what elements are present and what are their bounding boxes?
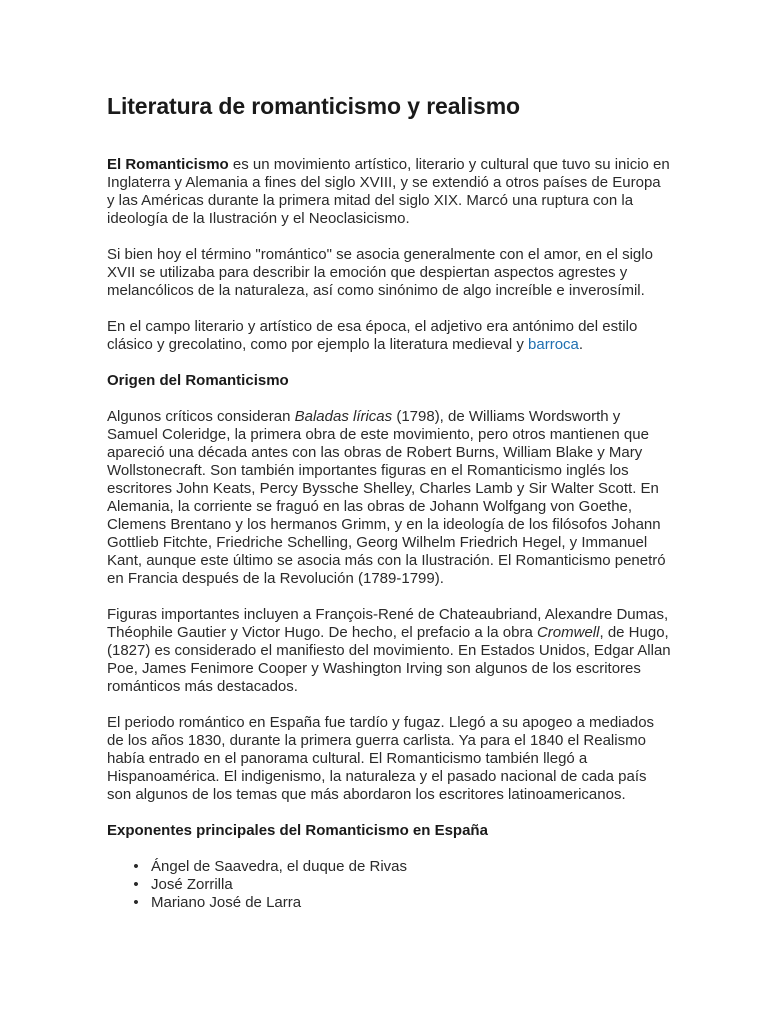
intro-paragraph bbox=[107, 156, 672, 228]
list-item bbox=[133, 858, 672, 876]
paragraph-origen-post: (1798), de Williams Wordsworth y Samuel Coleridge, la primera obra de este movimiento, pero otros mantienen que apareció una década antes con las obras de Robert Burns, William Blake y Mary Wollstonecraft. Son también importantes figuras en el Romanticismo inglés los escritores John Keats, Percy Byssche Shelley, Charles Lamb y Sir Walter Scott. En Alemania, la corriente se fraguó en las obras de Johann Wolfgang von Goethe, Clemens Brentano y los hermanos Grimm, y en la ideología de los filósofos Johann Gottlieb Fitchte, Friedriche Schelling, Georg Wilhelm Friedrich Hegel, y Immanuel Kant, aunque este último se asocia más con la Ilustración. El Romanticismo penetró en Francia después de la Revolución (1789-1799). bbox=[107, 408, 666, 587]
exponentes-list bbox=[107, 858, 672, 912]
paragraph-romantico-term: Si bien hoy el término "romántico" se asocia generalmente con el amor, en el siglo XVII se utilizaba para describir la emoción que despiertan aspectos agrestes y melancólicos de la naturaleza, así como sinónimo de algo increíble e inverosímil. bbox=[107, 246, 653, 299]
bullet-icon: • bbox=[133, 858, 139, 875]
barroca-link[interactable]: barroca bbox=[528, 336, 579, 353]
heading-exponentes: Exponentes principales del Romanticismo en España bbox=[107, 822, 488, 839]
paragraph-origen bbox=[107, 408, 672, 588]
paragraph-espana: El periodo romántico en España fue tardío y fugaz. Llegó a su apogeo a mediados de los años 1830, durante la primera guerra carlista. Ya para el 1840 el Realismo había entrado en el panorama cultural. El Romanticismo también llegó a Hispanoamérica. El indigenismo, la naturaleza y el pasado nacional de cada país son algunos de los temas que más abordaron los escritores latinoamericanos. bbox=[107, 714, 655, 803]
paragraph-origen-pre: Algunos críticos consideran bbox=[107, 408, 295, 425]
baladas-liricas-title: Baladas líricas bbox=[294, 408, 393, 425]
paragraph-figuras-pre: Figuras importantes incluyen a François-René de Chateaubriand, Alexandre Dumas, Théophile Gautier y Victor Hugo. De hecho, el prefacio a la obra bbox=[107, 606, 669, 641]
paragraph-figuras bbox=[107, 606, 672, 696]
intro-term: El Romanticismo bbox=[107, 156, 229, 173]
paragraph-campo-text: En el campo literario y artístico de esa época, el adjetivo era antónimo del estilo clásico y grecolatino, como por ejemplo la literatura medieval y bbox=[107, 318, 638, 353]
bullet-icon: • bbox=[133, 894, 139, 911]
list-item bbox=[133, 894, 672, 912]
list-item-text: José Zorrilla bbox=[151, 876, 233, 893]
paragraph-figuras-post: , de Hugo, (1827) es considerado el manifiesto del movimiento. En Estados Unidos, Edgar Allan Poe, James Fenimore Cooper y Washington Irving son algunos de los escritores románticos más destacados. bbox=[107, 624, 671, 695]
document-body bbox=[107, 156, 672, 912]
list-item bbox=[133, 876, 672, 894]
intro-text: es un movimiento artístico, literario y cultural que tuvo su inicio en Inglaterra y Alemania a fines del siglo XVIII, y se extendió a otros países de Europa y las Américas durante la primera mitad del siglo XIX. Marcó una ruptura con la ideología de la Ilustración y el Neoclasicismo. bbox=[107, 156, 670, 227]
page-title: Literatura de romanticismo y realismo bbox=[107, 93, 520, 119]
cromwell-title: Cromwell bbox=[536, 624, 600, 641]
paragraph-campo-literario bbox=[107, 318, 672, 354]
heading-origen: Origen del Romanticismo bbox=[107, 372, 289, 389]
list-item-text: Mariano José de Larra bbox=[151, 894, 302, 911]
paragraph-campo-end: . bbox=[578, 336, 584, 353]
bullet-icon: • bbox=[133, 876, 139, 893]
list-item-text: Ángel de Saavedra, el duque de Rivas bbox=[151, 858, 408, 875]
